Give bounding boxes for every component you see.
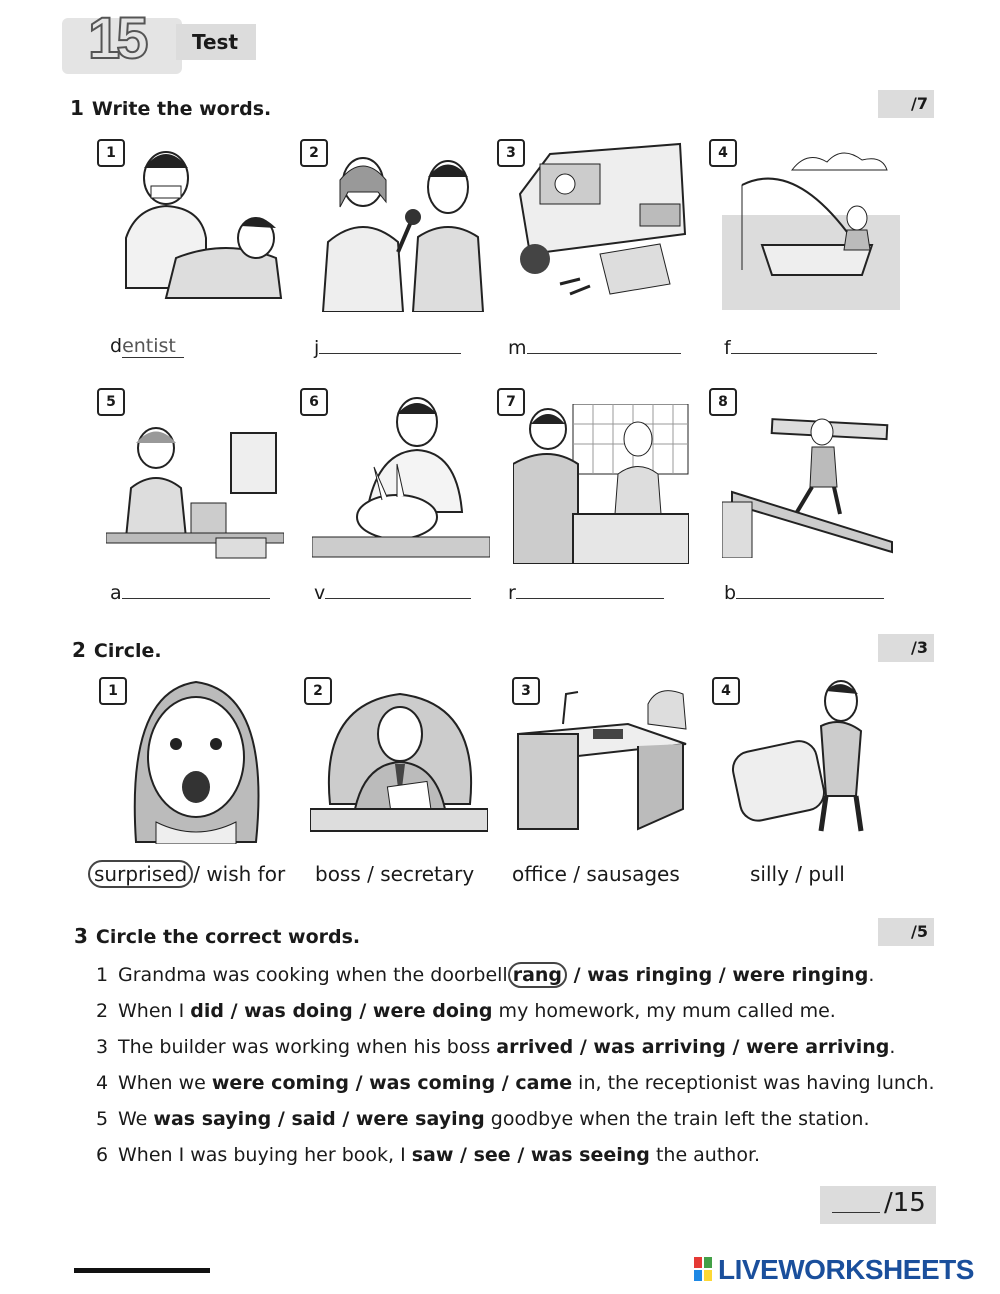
section2-heading: 2 Circle. [72,638,162,662]
section3-score: /5 [878,918,934,946]
answer-field[interactable]: f [724,335,877,359]
vet-illustration [312,392,490,562]
sentence: 3 The builder was working when his boss arrived / was arriving / were arriving. [96,1036,896,1058]
builder-illustration [722,412,900,558]
circled-answer[interactable]: surprised [88,860,193,888]
sentence: 6 When I was buying her book, I saw / see / was seeing the author. [96,1144,761,1166]
item-number: 4 [709,139,737,167]
option[interactable]: were ringing [732,964,869,986]
option[interactable]: see [473,1144,511,1166]
item-number: 2 [304,677,332,705]
option[interactable]: said [291,1108,336,1130]
page-title: Test [192,30,239,54]
pulling-suitcase-illustration [726,676,890,836]
sentence: 1 Grandma was cooking when the doorbell rang / was ringing / were ringing. [96,964,875,986]
option[interactable]: were doing [372,1000,493,1022]
dentist-illustration [106,138,286,310]
item-number: 3 [497,139,525,167]
answer-field[interactable]: r [508,580,664,604]
item-number: 5 [97,388,125,416]
option[interactable]: were arriving [746,1036,890,1058]
brand-logo: LIVEWORKSHEETS [718,1254,974,1285]
sentence: 5 We was saying / said / were saying goodbye when the train left the station. [96,1108,870,1130]
choice-pair[interactable]: boss / secretary [315,862,475,886]
item-number: 7 [497,388,525,416]
section1-score: /7 [878,90,934,118]
answer-field[interactable]: m [508,335,681,359]
option[interactable]: was coming [369,1072,496,1094]
option[interactable]: was arriving [593,1036,726,1058]
option[interactable]: were saying [355,1108,485,1130]
item-number: 1 [97,139,125,167]
item-number: 2 [300,139,328,167]
sentence: 4 When we were coming / was coming / came in, the receptionist was having lunch. [96,1072,935,1094]
answer-field[interactable]: a [110,580,270,604]
unit-number: 15 [88,6,145,71]
option[interactable]: was saying [153,1108,272,1130]
item-number: 4 [712,677,740,705]
item-number: 6 [300,388,328,416]
option[interactable]: saw [411,1144,454,1166]
mechanic-illustration [510,134,690,304]
choice-pair[interactable]: office / sausages [512,862,680,886]
footer-bar [74,1268,210,1273]
option[interactable]: were coming [211,1072,349,1094]
fisherman-illustration [722,140,900,310]
answer-field[interactable]: j [314,335,461,359]
option[interactable]: was ringing [587,964,713,986]
answer-field[interactable]: b [724,580,884,604]
item-number: 1 [99,677,127,705]
total-score-line [832,1212,880,1213]
section3-heading: 3 Circle the correct words. [74,924,361,948]
sentence-list [96,960,935,1176]
journalist-illustration [318,152,488,312]
answer-field[interactable]: dentist [110,335,184,357]
option[interactable]: was seeing [530,1144,650,1166]
assistant-illustration [106,408,284,566]
office-illustration [508,684,690,834]
boss-illustration [310,684,488,840]
option[interactable]: came [515,1072,573,1094]
sentence: 2 When I did / was doing / were doing my homework, my mum called me. [96,1000,836,1022]
receptionist-illustration [513,404,689,564]
section1-heading: 1 Write the words. [70,96,272,120]
liveworksheets-logo-icon [694,1257,712,1281]
option[interactable]: did [190,1000,224,1022]
total-score: /15 [884,1188,926,1218]
option-circled[interactable]: rang [508,962,567,988]
item-number: 3 [512,677,540,705]
choice-pair[interactable]: silly / pull [750,862,845,886]
option[interactable]: was doing [244,1000,353,1022]
section2-score: /3 [878,634,934,662]
answer-field[interactable]: v [314,580,471,604]
surprised-girl-illustration [106,672,286,844]
choice-pair: surprised / wish for [88,862,285,886]
item-number: 8 [709,388,737,416]
option[interactable]: arrived [496,1036,574,1058]
